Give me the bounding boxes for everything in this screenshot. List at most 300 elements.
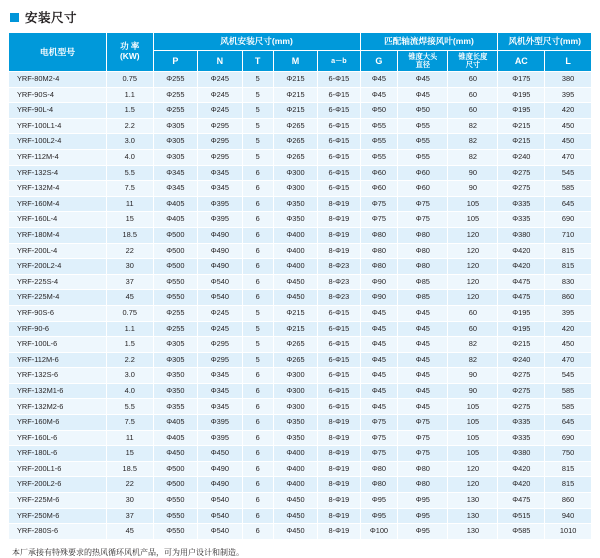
cell-model: YRF-132M-4 xyxy=(9,181,107,197)
table-cell: 8-Φ19 xyxy=(318,493,360,509)
cell-model: YRF-225S-4 xyxy=(9,274,107,290)
cell-model: YRF-200L2-6 xyxy=(9,477,107,493)
table-cell: 8-Φ19 xyxy=(318,524,360,540)
table-cell: Φ450 xyxy=(273,290,317,306)
table-cell: Φ45 xyxy=(360,352,398,368)
table-cell: 545 xyxy=(545,368,592,384)
table-cell: 6 xyxy=(242,196,273,212)
table-row xyxy=(9,337,592,353)
table-cell: 5.5 xyxy=(106,165,153,181)
table-cell: Φ345 xyxy=(198,165,242,181)
table-cell: Φ245 xyxy=(198,72,242,88)
table-cell: Φ45 xyxy=(360,399,398,415)
table-cell: Φ305 xyxy=(153,337,197,353)
table-cell: Φ215 xyxy=(498,337,545,353)
table-cell: 450 xyxy=(545,118,592,134)
table-cell: Φ215 xyxy=(498,134,545,150)
table-row xyxy=(9,259,592,275)
table-cell: 8-Φ19 xyxy=(318,415,360,431)
table-row xyxy=(9,305,592,321)
table-cell: 830 xyxy=(545,274,592,290)
table-row xyxy=(9,149,592,165)
table-cell: Φ450 xyxy=(273,508,317,524)
table-cell: 470 xyxy=(545,149,592,165)
table-cell: 130 xyxy=(448,524,498,540)
table-cell: 0.75 xyxy=(106,72,153,88)
table-cell: Φ215 xyxy=(498,118,545,134)
table-cell: 1.1 xyxy=(106,87,153,103)
table-cell: 30 xyxy=(106,493,153,509)
cell-model: YRF-160M-6 xyxy=(9,415,107,431)
table-cell: Φ550 xyxy=(153,524,197,540)
table-cell: Φ55 xyxy=(360,134,398,150)
header-col-ac: AC xyxy=(498,51,545,72)
cell-model: YRF-200L1-6 xyxy=(9,461,107,477)
table-cell: Φ405 xyxy=(153,430,197,446)
table-cell: 6-Φ15 xyxy=(318,337,360,353)
table-cell: Φ80 xyxy=(360,259,398,275)
table-cell: 120 xyxy=(448,243,498,259)
table-cell: Φ100 xyxy=(360,524,398,540)
table-cell: Φ350 xyxy=(273,415,317,431)
table-cell: 8-Φ23 xyxy=(318,259,360,275)
table-cell: Φ60 xyxy=(398,165,448,181)
table-row xyxy=(9,461,592,477)
table-cell: 82 xyxy=(448,352,498,368)
table-cell: 6 xyxy=(242,181,273,197)
table-cell: 105 xyxy=(448,399,498,415)
table-cell: 6 xyxy=(242,259,273,275)
table-cell: Φ90 xyxy=(360,290,398,306)
table-cell: Φ60 xyxy=(360,181,398,197)
table-cell: Φ345 xyxy=(153,181,197,197)
table-cell: Φ550 xyxy=(153,290,197,306)
table-cell: 395 xyxy=(545,305,592,321)
table-cell: Φ450 xyxy=(273,524,317,540)
table-cell: 11 xyxy=(106,430,153,446)
table-cell: Φ400 xyxy=(273,477,317,493)
table-cell: Φ300 xyxy=(273,368,317,384)
header-blade-group: 匹配轴流焊接风叶(mm) xyxy=(360,33,498,51)
installation-dimensions-table xyxy=(8,32,592,540)
table-cell: Φ80 xyxy=(360,461,398,477)
cell-model: YRF-180M-4 xyxy=(9,227,107,243)
table-cell: Φ255 xyxy=(153,103,197,119)
table-cell: Φ45 xyxy=(398,305,448,321)
table-cell: 7.5 xyxy=(106,415,153,431)
table-cell: Φ265 xyxy=(273,337,317,353)
table-cell: Φ175 xyxy=(498,72,545,88)
table-cell: Φ335 xyxy=(498,430,545,446)
table-cell: Φ245 xyxy=(198,321,242,337)
table-cell: Φ350 xyxy=(273,430,317,446)
cell-model: YRF-90L-4 xyxy=(9,103,107,119)
table-cell: Φ335 xyxy=(498,212,545,228)
table-cell: Φ45 xyxy=(360,305,398,321)
table-cell: Φ45 xyxy=(398,321,448,337)
table-cell: 18.5 xyxy=(106,227,153,243)
table-cell: 60 xyxy=(448,305,498,321)
table-cell: 130 xyxy=(448,508,498,524)
table-cell: Φ475 xyxy=(498,493,545,509)
table-cell: Φ540 xyxy=(198,290,242,306)
table-cell: Φ490 xyxy=(198,259,242,275)
table-cell: 815 xyxy=(545,461,592,477)
header-taper-diameter-line1: 锥度大头 xyxy=(408,52,438,62)
table-cell: Φ380 xyxy=(498,446,545,462)
table-row xyxy=(9,493,592,509)
table-cell: Φ215 xyxy=(273,321,317,337)
table-row xyxy=(9,508,592,524)
table-row xyxy=(9,118,592,134)
cell-model: YRF-90-6 xyxy=(9,321,107,337)
table-cell: Φ85 xyxy=(398,274,448,290)
table-cell: 6-Φ15 xyxy=(318,118,360,134)
table-cell: 4.0 xyxy=(106,383,153,399)
header-col-t: T xyxy=(242,51,273,72)
table-cell: Φ335 xyxy=(498,415,545,431)
table-cell: 8-Φ23 xyxy=(318,290,360,306)
table-cell: 6-Φ15 xyxy=(318,368,360,384)
table-cell: Φ55 xyxy=(360,149,398,165)
table-cell: Φ75 xyxy=(398,430,448,446)
table-cell: 940 xyxy=(545,508,592,524)
table-cell: 37 xyxy=(106,274,153,290)
table-cell: 6 xyxy=(242,243,273,259)
table-cell: 5 xyxy=(242,134,273,150)
table-cell: 5 xyxy=(242,118,273,134)
table-cell: Φ255 xyxy=(153,305,197,321)
table-row xyxy=(9,196,592,212)
table-cell: Φ80 xyxy=(398,227,448,243)
header-power xyxy=(106,33,153,72)
table-cell: Φ295 xyxy=(198,149,242,165)
table-row xyxy=(9,134,592,150)
table-cell: Φ45 xyxy=(398,368,448,384)
table-cell: Φ85 xyxy=(398,290,448,306)
table-cell: 8-Φ19 xyxy=(318,227,360,243)
table-cell: Φ45 xyxy=(360,383,398,399)
table-row xyxy=(9,227,592,243)
table-cell: 22 xyxy=(106,243,153,259)
cell-model: YRF-225M-4 xyxy=(9,290,107,306)
table-cell: Φ550 xyxy=(153,274,197,290)
table-cell: 105 xyxy=(448,446,498,462)
table-cell: Φ420 xyxy=(498,243,545,259)
table-cell: Φ475 xyxy=(498,274,545,290)
table-row xyxy=(9,477,592,493)
table-cell: Φ80 xyxy=(360,477,398,493)
table-cell: Φ195 xyxy=(498,87,545,103)
cell-model: YRF-112M-6 xyxy=(9,352,107,368)
table-cell: Φ195 xyxy=(498,103,545,119)
table-cell: Φ515 xyxy=(498,508,545,524)
table-row xyxy=(9,290,592,306)
table-cell: Φ215 xyxy=(273,87,317,103)
table-cell: 8-Φ19 xyxy=(318,212,360,228)
table-row xyxy=(9,524,592,540)
table-cell: 6-Φ15 xyxy=(318,352,360,368)
table-cell: Φ400 xyxy=(273,243,317,259)
table-row xyxy=(9,399,592,415)
table-cell: Φ305 xyxy=(153,149,197,165)
table-cell: Φ60 xyxy=(398,181,448,197)
table-cell: 105 xyxy=(448,212,498,228)
table-cell: Φ350 xyxy=(273,212,317,228)
table-row xyxy=(9,181,592,197)
table-cell: Φ215 xyxy=(273,305,317,321)
table-cell: 4.0 xyxy=(106,149,153,165)
cell-model: YRF-280S-6 xyxy=(9,524,107,540)
header-taper-length-line1: 锥度长度 xyxy=(458,52,488,62)
table-cell: Φ45 xyxy=(360,87,398,103)
table-cell: 710 xyxy=(545,227,592,243)
table-cell: 6 xyxy=(242,461,273,477)
table-row xyxy=(9,87,592,103)
table-cell: 380 xyxy=(545,72,592,88)
table-cell: 860 xyxy=(545,290,592,306)
table-cell: 3.0 xyxy=(106,368,153,384)
table-cell: 815 xyxy=(545,259,592,275)
table-cell: Φ475 xyxy=(498,290,545,306)
table-cell: 5 xyxy=(242,87,273,103)
table-cell: Φ400 xyxy=(273,461,317,477)
table-cell: Φ80 xyxy=(360,243,398,259)
table-cell: Φ275 xyxy=(498,181,545,197)
table-row xyxy=(9,274,592,290)
table-cell: 7.5 xyxy=(106,181,153,197)
table-cell: Φ45 xyxy=(360,321,398,337)
table-cell: 105 xyxy=(448,415,498,431)
cell-model: YRF-180L-6 xyxy=(9,446,107,462)
table-cell: Φ540 xyxy=(198,493,242,509)
table-cell: Φ405 xyxy=(153,415,197,431)
header-col-taper-diameter xyxy=(398,51,448,72)
table-cell: Φ305 xyxy=(153,134,197,150)
table-cell: 6 xyxy=(242,399,273,415)
table-cell: 395 xyxy=(545,87,592,103)
table-head xyxy=(9,33,592,72)
cell-model: YRF-90S-4 xyxy=(9,87,107,103)
table-cell: Φ345 xyxy=(198,383,242,399)
table-cell: Φ450 xyxy=(273,493,317,509)
table-cell: 0.75 xyxy=(106,305,153,321)
table-cell: Φ80 xyxy=(398,477,448,493)
header-power-unit: (KW) xyxy=(119,51,140,61)
table-cell: 6-Φ15 xyxy=(318,321,360,337)
table-cell: 1.5 xyxy=(106,103,153,119)
table-cell: 450 xyxy=(545,134,592,150)
table-cell: Φ395 xyxy=(198,430,242,446)
header-col-m: M xyxy=(273,51,317,72)
table-cell: 8-Φ19 xyxy=(318,446,360,462)
header-col-p: P xyxy=(153,51,197,72)
table-cell: 815 xyxy=(545,243,592,259)
table-cell: Φ550 xyxy=(153,508,197,524)
table-cell: Φ75 xyxy=(398,446,448,462)
table-cell: Φ265 xyxy=(273,134,317,150)
header-install-group: 风机安装尺寸(mm) xyxy=(153,33,360,51)
table-cell: 5 xyxy=(242,149,273,165)
table-cell: 470 xyxy=(545,352,592,368)
footer-note: 本厂承接有特殊要求的热风循环风机产品，可为用户设计和制造。 xyxy=(12,547,244,557)
table-cell: Φ265 xyxy=(273,118,317,134)
table-cell: 6 xyxy=(242,274,273,290)
table-cell: 585 xyxy=(545,181,592,197)
table-cell: 6 xyxy=(242,415,273,431)
table-cell: Φ45 xyxy=(398,383,448,399)
table-body xyxy=(9,72,592,540)
table-cell: 82 xyxy=(448,134,498,150)
table-cell: Φ540 xyxy=(198,524,242,540)
header-col-g: G xyxy=(360,51,398,72)
cell-model: YRF-250M-6 xyxy=(9,508,107,524)
table-cell: Φ75 xyxy=(398,196,448,212)
table-cell: 90 xyxy=(448,383,498,399)
table-cell: 6 xyxy=(242,430,273,446)
table-cell: Φ405 xyxy=(153,212,197,228)
table-cell: Φ45 xyxy=(398,399,448,415)
table-cell: Φ540 xyxy=(198,274,242,290)
cell-model: YRF-160L-4 xyxy=(9,212,107,228)
header-power-label: 功 率 xyxy=(120,41,140,52)
table-cell: Φ75 xyxy=(360,446,398,462)
table-cell: 6-Φ15 xyxy=(318,149,360,165)
table-cell: Φ355 xyxy=(153,399,197,415)
table-cell: Φ45 xyxy=(398,87,448,103)
cell-model: YRF-160M-4 xyxy=(9,196,107,212)
table-cell: Φ295 xyxy=(198,352,242,368)
table-cell: Φ500 xyxy=(153,227,197,243)
table-cell: Φ400 xyxy=(273,227,317,243)
table-cell: 120 xyxy=(448,227,498,243)
table-cell: Φ80 xyxy=(398,243,448,259)
table-cell: Φ95 xyxy=(360,493,398,509)
table-cell: 690 xyxy=(545,212,592,228)
table-cell: 6 xyxy=(242,165,273,181)
table-cell: Φ350 xyxy=(153,368,197,384)
table-cell: 6-Φ15 xyxy=(318,72,360,88)
cell-model: YRF-160L-6 xyxy=(9,430,107,446)
table-cell: Φ350 xyxy=(273,196,317,212)
table-cell: Φ265 xyxy=(273,352,317,368)
cell-model: YRF-100L1-4 xyxy=(9,118,107,134)
table-cell: Φ275 xyxy=(498,383,545,399)
table-cell: 105 xyxy=(448,430,498,446)
cell-model: YRF-132S-6 xyxy=(9,368,107,384)
table-cell: 6-Φ15 xyxy=(318,399,360,415)
table-cell: Φ245 xyxy=(198,87,242,103)
table-row xyxy=(9,243,592,259)
table-row xyxy=(9,212,592,228)
cell-model: YRF-112M-4 xyxy=(9,149,107,165)
table-cell: 82 xyxy=(448,337,498,353)
table-cell: Φ95 xyxy=(398,493,448,509)
table-cell: Φ80 xyxy=(360,227,398,243)
table-cell: Φ380 xyxy=(498,227,545,243)
table-cell: Φ275 xyxy=(498,399,545,415)
table-cell: Φ490 xyxy=(198,243,242,259)
table-cell: 120 xyxy=(448,290,498,306)
table-row xyxy=(9,72,592,88)
table-cell: 8-Φ19 xyxy=(318,461,360,477)
table-row xyxy=(9,352,592,368)
table-cell: Φ240 xyxy=(498,352,545,368)
table-cell: Φ395 xyxy=(198,196,242,212)
header-taper-diameter-line2: 直径 xyxy=(415,60,431,69)
table-cell: Φ450 xyxy=(198,446,242,462)
title-marker-icon xyxy=(10,13,19,22)
table-cell: Φ75 xyxy=(360,430,398,446)
table-cell: Φ300 xyxy=(273,165,317,181)
table-cell: Φ45 xyxy=(360,368,398,384)
table-cell: Φ490 xyxy=(198,461,242,477)
table-cell: Φ90 xyxy=(360,274,398,290)
table-cell: Φ450 xyxy=(153,446,197,462)
table-row xyxy=(9,368,592,384)
table-cell: 8-Φ19 xyxy=(318,430,360,446)
table-cell: 5 xyxy=(242,337,273,353)
table-cell: Φ305 xyxy=(153,118,197,134)
table-header-group-row xyxy=(9,33,592,51)
table-cell: Φ450 xyxy=(273,274,317,290)
table-cell: 645 xyxy=(545,415,592,431)
table-cell: Φ500 xyxy=(153,243,197,259)
table-cell: 60 xyxy=(448,103,498,119)
table-cell: Φ395 xyxy=(198,212,242,228)
table-cell: 6-Φ15 xyxy=(318,305,360,321)
table-cell: 130 xyxy=(448,493,498,509)
table-cell: 6 xyxy=(242,508,273,524)
table-cell: 6 xyxy=(242,446,273,462)
table-cell: Φ75 xyxy=(360,212,398,228)
table-cell: 815 xyxy=(545,477,592,493)
table-cell: 15 xyxy=(106,212,153,228)
table-cell: 1.1 xyxy=(106,321,153,337)
table-cell: Φ255 xyxy=(153,321,197,337)
table-cell: Φ55 xyxy=(398,118,448,134)
table-cell: 120 xyxy=(448,259,498,275)
table-cell: Φ55 xyxy=(398,149,448,165)
table-cell: Φ420 xyxy=(498,259,545,275)
table-cell: 6-Φ15 xyxy=(318,103,360,119)
table-cell: 6 xyxy=(242,212,273,228)
table-cell: Φ305 xyxy=(153,352,197,368)
table-cell: Φ45 xyxy=(360,72,398,88)
table-cell: 6 xyxy=(242,383,273,399)
table-cell: Φ295 xyxy=(198,134,242,150)
table-cell: Φ540 xyxy=(198,508,242,524)
table-cell: Φ50 xyxy=(360,103,398,119)
table-cell: Φ345 xyxy=(198,399,242,415)
table-cell: Φ295 xyxy=(198,118,242,134)
table-cell: 18.5 xyxy=(106,461,153,477)
header-col-ab: a－b xyxy=(318,51,360,72)
table-cell: 6 xyxy=(242,368,273,384)
table-cell: 6-Φ15 xyxy=(318,181,360,197)
table-cell: Φ75 xyxy=(398,212,448,228)
table-cell: Φ80 xyxy=(398,461,448,477)
table-cell: 6 xyxy=(242,524,273,540)
table-cell: 5.5 xyxy=(106,399,153,415)
table-cell: Φ255 xyxy=(153,72,197,88)
table-row xyxy=(9,103,592,119)
table-cell: Φ400 xyxy=(273,446,317,462)
table-cell: Φ405 xyxy=(153,196,197,212)
table-cell: 450 xyxy=(545,337,592,353)
cell-model: YRF-225M-6 xyxy=(9,493,107,509)
table-cell: 2.2 xyxy=(106,118,153,134)
